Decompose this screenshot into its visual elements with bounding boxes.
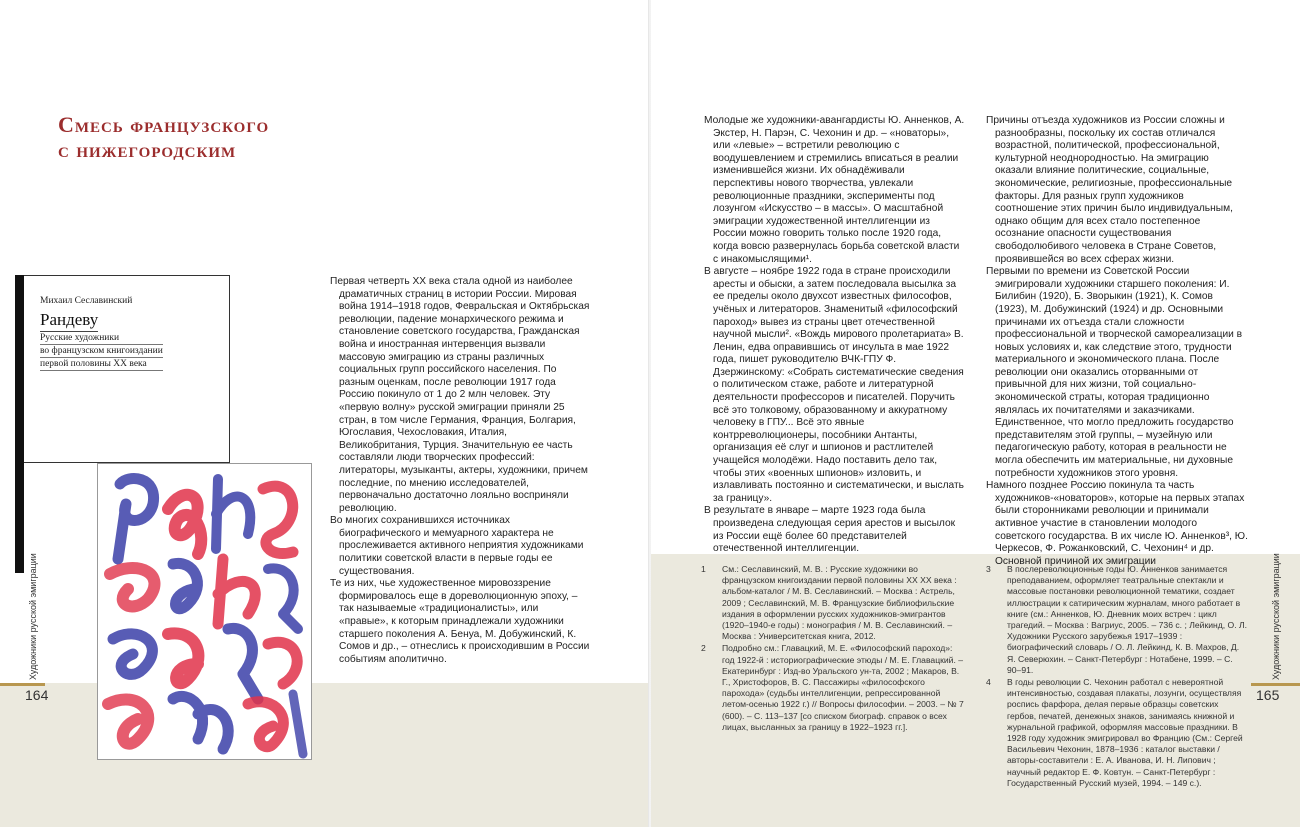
footnote	[981, 564, 1249, 676]
footnotes-column-2	[981, 564, 1249, 790]
chapter-title-line-2: с нижегородским	[58, 137, 237, 162]
chapter-title	[58, 112, 358, 162]
footnote-number: 1	[701, 564, 706, 574]
footnote-number: 3	[986, 564, 991, 574]
body-paragraph: Во многих сохранившихся источниках биографического и мемуарного характера не прослеживается активного неприятия художниками политики советской власти в первые годы ее существования.	[330, 515, 584, 577]
running-head-right: Художники русской эмиграции	[1271, 553, 1281, 680]
chapter-title-line-1: Смесь французского	[58, 112, 270, 137]
page-number-right: 165	[1256, 687, 1280, 703]
body-paragraph: Первая четверть XX века стала одной из наиболее драматичных страниц в истории России. Мировая война 1914–1918 годов, Февральская и Октябрьская революции, падение монархического режима и становление советского государства, Гражданская война и иностранная интервенция вызвали массовую эмиграцию из страны различных социальных групп российского населения. По разным оценкам, после революции 1917 года Россию покинуло от 1 до 2 млн человек. Эту «первую волну» русской эмиграции приняли 25 стран, в том числе Германия, Франция, Болгария, Югославия, Чехословакия, Италия, Великобритания, Турция. Значительную ее часть составляли люди творческих профессий: литераторы, музыканты, актеры, художники, причем последние, по мнению исследователей, первоначально достаточно лояльно восприняли революцию.	[330, 276, 590, 514]
body-paragraph: Первыми по времени из Советской России эмигрировали художники старшего поколения: И. Билибин (1920), Б. Зворыкин (1921), К. Сомов (1923), М. Добужинский (1924) и др. Основными причинами их отъезда стали сложности профессиональной и творческой самореализации в новых условиях и, как следствие этого, трудности материального и экономического плана. После революции они оказались оторванными от привычной для них жизни, той социально-экономической страты, которая традиционно являлась их почитателями и заказчиками. Единственное, что могло предложить государство представителям этой группы, – музейную или педагогическую работу, которая в реальности не могла обеспечить им материальные, ни духовные потребности художников этого уровня.	[986, 266, 1243, 479]
footnote-text: См.: Сеславинский, М. В. : Русские художники во французском книгоиздании первой половины XX XX века : альбом-каталог / М. В. Сеславинский. – Москва : Астрель, 2009 ; Сеславинский, М. В. Французские библиофильские издания в оформлении русских художников-эмигрантов (1920–1940-е годы) : монография / М. В. Сеславинский. – Москва : Университетская книга, 2012.	[722, 564, 957, 642]
body-paragraph: Причины отъезда художников из России сложны и разнообразны, поскольку их состав отличался возрастной, политической, профессиональной, культурной неоднородностью. На эмиграцию оказали влияние политические, социальные, экономические, религиозные, профессиональные факторы. Для разных групп художников соотношение этих причин было индивидуальным, однако общим для всех стало постепенное осознание опасности существования свободолюбивого человека в Стране Советов, проявившейся во всех сферах жизни.	[986, 115, 1233, 265]
page-number-left: 164	[25, 687, 49, 703]
gold-rule	[1251, 683, 1300, 686]
right-body-column-1	[704, 115, 966, 556]
cover-subtitle	[40, 332, 163, 371]
body-paragraph: В августе – ноябре 1922 года в стране происходили аресты и обыски, а затем последовала высылка за ее пределы около двухсот известных философов, учёных и литераторов. Знаменитый «философский пароход» вывез из страны цвет отечественной научной мысли². «Вождь мирового пролетариата» В. Ленин, едва оправившись от инсульта в мае 1922 года, пишет руководителю ВЧК-ГПУ Ф. Дзержинскому: «Собрать систематические сведения о политическом стаже, работе и литературной деятельности профессоров и писателей. Поручить всё это толковому, образованному и аккуратному человеку в ГПУ... Всё это явные контрреволюционеры, пособники Антанты, организация её слуг и шпионов и растлителей учащейся молодёжи. Надо поставить дело так, чтобы этих «военных шпионов» изловить, и излавливать постоянно и систематически, и выслать за границу».	[704, 266, 964, 504]
cover-subtitle-line: Русские художники	[40, 332, 163, 345]
footnote-number: 2	[701, 643, 706, 654]
body-paragraph: В результате в январе – марте 1923 года была произведена следующая серия арестов и высылок из России ещё более 60 представителей отечественной интеллигенции.	[704, 505, 956, 555]
calligraphy-artwork	[98, 464, 312, 760]
footnotes-column-1	[696, 564, 966, 734]
body-paragraph: Молодые же художники-авангардисты Ю. Анненков, А. Экстер, Н. Парэн, С. Чехонин и др. – «новаторы», или «левые» – встретили революцию с воодушевлением и стремились вписаться в реалии изменившейся жизни. Их обнадёживали перспективы нового творчества, увлекали революционные праздники, эксперименты под лозунгом «Искусство – в массы». О масштабной эмиграции художественной интеллигенции из России можно говорить только после 1920 года, когда вовсю развернулась борьба советской власти с инакомыслящими¹.	[704, 115, 965, 265]
footnote-number: 4	[986, 677, 991, 688]
cover-subtitle-line: во французском книгоиздании	[40, 346, 163, 356]
footnote	[696, 643, 966, 733]
left-body-text	[330, 276, 590, 666]
footnote	[981, 677, 1249, 789]
calligraphy-poster-image	[97, 463, 312, 760]
body-paragraph: Намного позднее Россию покинула та часть художников-«новаторов», которые на первых этапах были сторонниками революции и принимали активное участие в становлении молодого советского государства. В их числе Ю. Анненков³, Ю. Черкесов, Ф. Рожанковский, С. Чехонин⁴ и др. Основной причиной их эмиграции	[986, 480, 1248, 567]
footnote-text: Подробно см.: Главацкий, М. Е. «Философский пароход»: год 1922-й : историографические этюды / М. Е. Главацкий. – Екатеринбург : Изд-во Уральского ун-та, 2002 ; Макаров, В. Г., Христофоров, В. С. Пассажиры «философского парохода» (судьбы интеллигенции, репрессированной летом-осенью 1922 г.) // Вопросы философии. – 2003. – № 7 (600). – С. 113–137 [со списком биограф. справок о всех лицах, высланных за границу в 1922–1923 гг.].	[722, 643, 964, 732]
footnote	[696, 564, 966, 642]
cover-title: Рандеву	[40, 310, 98, 332]
gold-rule	[0, 683, 45, 686]
running-head-left: Художники русской эмиграции	[28, 553, 38, 680]
cover-subtitle-line: первой половины XX века	[40, 358, 163, 371]
cover-spine	[15, 275, 24, 573]
right-body-column-2	[986, 115, 1248, 568]
book-cover-image	[24, 275, 230, 463]
footnote-text: В годы революции С. Чехонин работал с невероятной интенсивностью, создавая плакаты, лозунги, осуществляя роспись фарфора, делая первые образцы советских гербов, печатей, денежных знаков, занимаясь книжной и журнальной графикой, оформляя массовые праздники. В 1928 году художник эмигрировал во Францию (См.: Сергей Васильевич Чехонин, 1878–1936 : каталог выставки / авторы-составители : Е. А. Иванова, И. Н. Липович ; научный редактор Е. Ф. Ковтун. – Санкт-Петербург : Государственный Русский музей, 1994. – 149 с.).	[1007, 677, 1243, 788]
right-page	[651, 0, 1300, 827]
cover-author: Михаил Сеславинский	[40, 296, 133, 306]
footnote-text: В послереволюционные годы Ю. Анненков занимается преподаванием, оформляет театральные спектакли и массовые постановки революционной тематики, создает иллюстрации к сатирическим журналам, много работает в книге (см.: Анненков, Ю. Дневник моих встреч : цикл трагедий. – Москва : Вагриус, 2005. – 736 с. ; Лейкинд, О. Л. Художники Русского зарубежья 1917–1939 : биографический словарь / О. Л. Лейкинд, К. В. Махров, Д. Я. Северюхин. – Санкт-Петербург : Нотабене, 1999. – С. 90–91.	[1007, 564, 1248, 675]
body-paragraph: Те из них, чье художественное мировоззрение формировалось еще в дореволюционную эпоху, – так называемые «традиционалисты», или «правые», к которым принадлежали художники старшего поколения А. Бенуа, М. Добужинский, К. Сомов и др., – отнеслись к происходившим в России событиям аполитично.	[330, 578, 590, 665]
